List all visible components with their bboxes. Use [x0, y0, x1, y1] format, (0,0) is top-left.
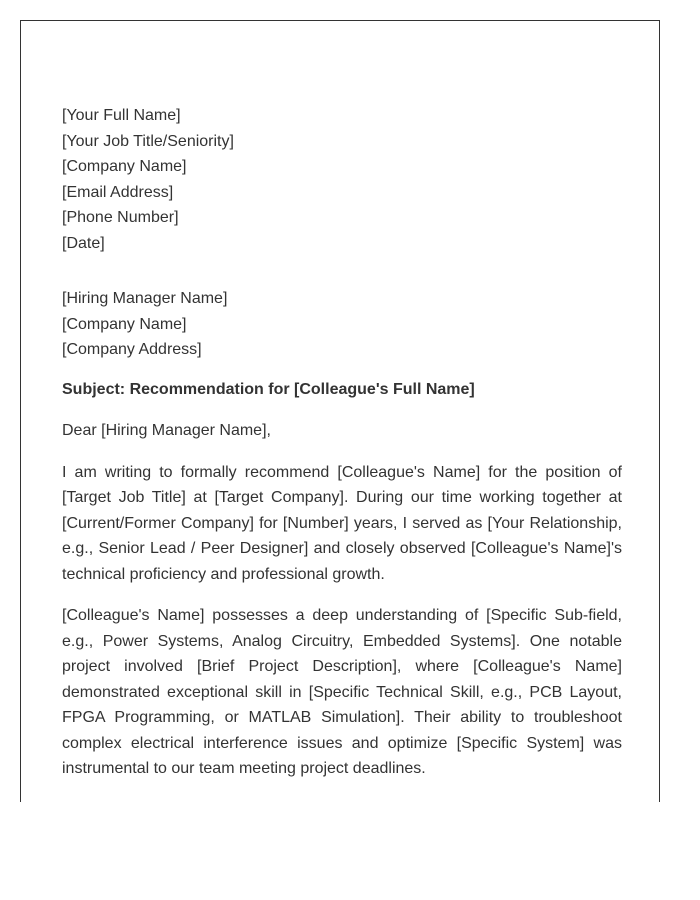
sender-email: [Email Address]	[62, 183, 174, 201]
recipient-company-address: [Company Address]	[62, 341, 202, 358]
letter-subject: Subject: Recommendation for [Colleague's Full Name]	[62, 380, 475, 398]
sender-phone: [Phone Number]	[62, 209, 179, 226]
body-paragraph-2: [Colleague's Name] possesses a deep understanding of [Specific Sub-field, e.g., Power Systems, Analog Circuitry, Embedded Systems]. One notable project involved [Brief Project Description], where [Colleague's Name] demonstrated exceptional skill in [Specific Technical Skill, e.g., PCB Layout, FPGA Programming, or MATLAB Simulation]. Their ability to troubleshoot complex electrical interference issues and optimize [Specific System] was instrumental to our team meeting project deadlines.	[62, 607, 622, 777]
letter-date: [Date]	[62, 234, 105, 252]
letter-page	[20, 20, 660, 802]
body-paragraph-1: I am writing to formally recommend [Colleague's Name] for the position of [Target Job Title] at [Target Company]. During our time working together at [Current/Former Company] for [Number] years, I served as [Your Relationship, e.g., Senior Lead / Peer Designer] and closely observed [Colleague's Name]'s technical proficiency and professional growth.	[62, 463, 622, 583]
sender-company-name: [Company Name]	[62, 158, 187, 175]
sender-block	[62, 103, 622, 256]
letter-content	[62, 103, 622, 798]
sender-job-title: [Your Job Title/Seniority]	[62, 132, 234, 150]
recipient-name: [Hiring Manager Name]	[62, 290, 228, 307]
sender-full-name: [Your Full Name]	[62, 107, 181, 124]
recipient-block	[62, 286, 622, 363]
letter-greeting: Dear [Hiring Manager Name],	[62, 422, 271, 439]
recipient-company-name: [Company Name]	[62, 315, 187, 333]
